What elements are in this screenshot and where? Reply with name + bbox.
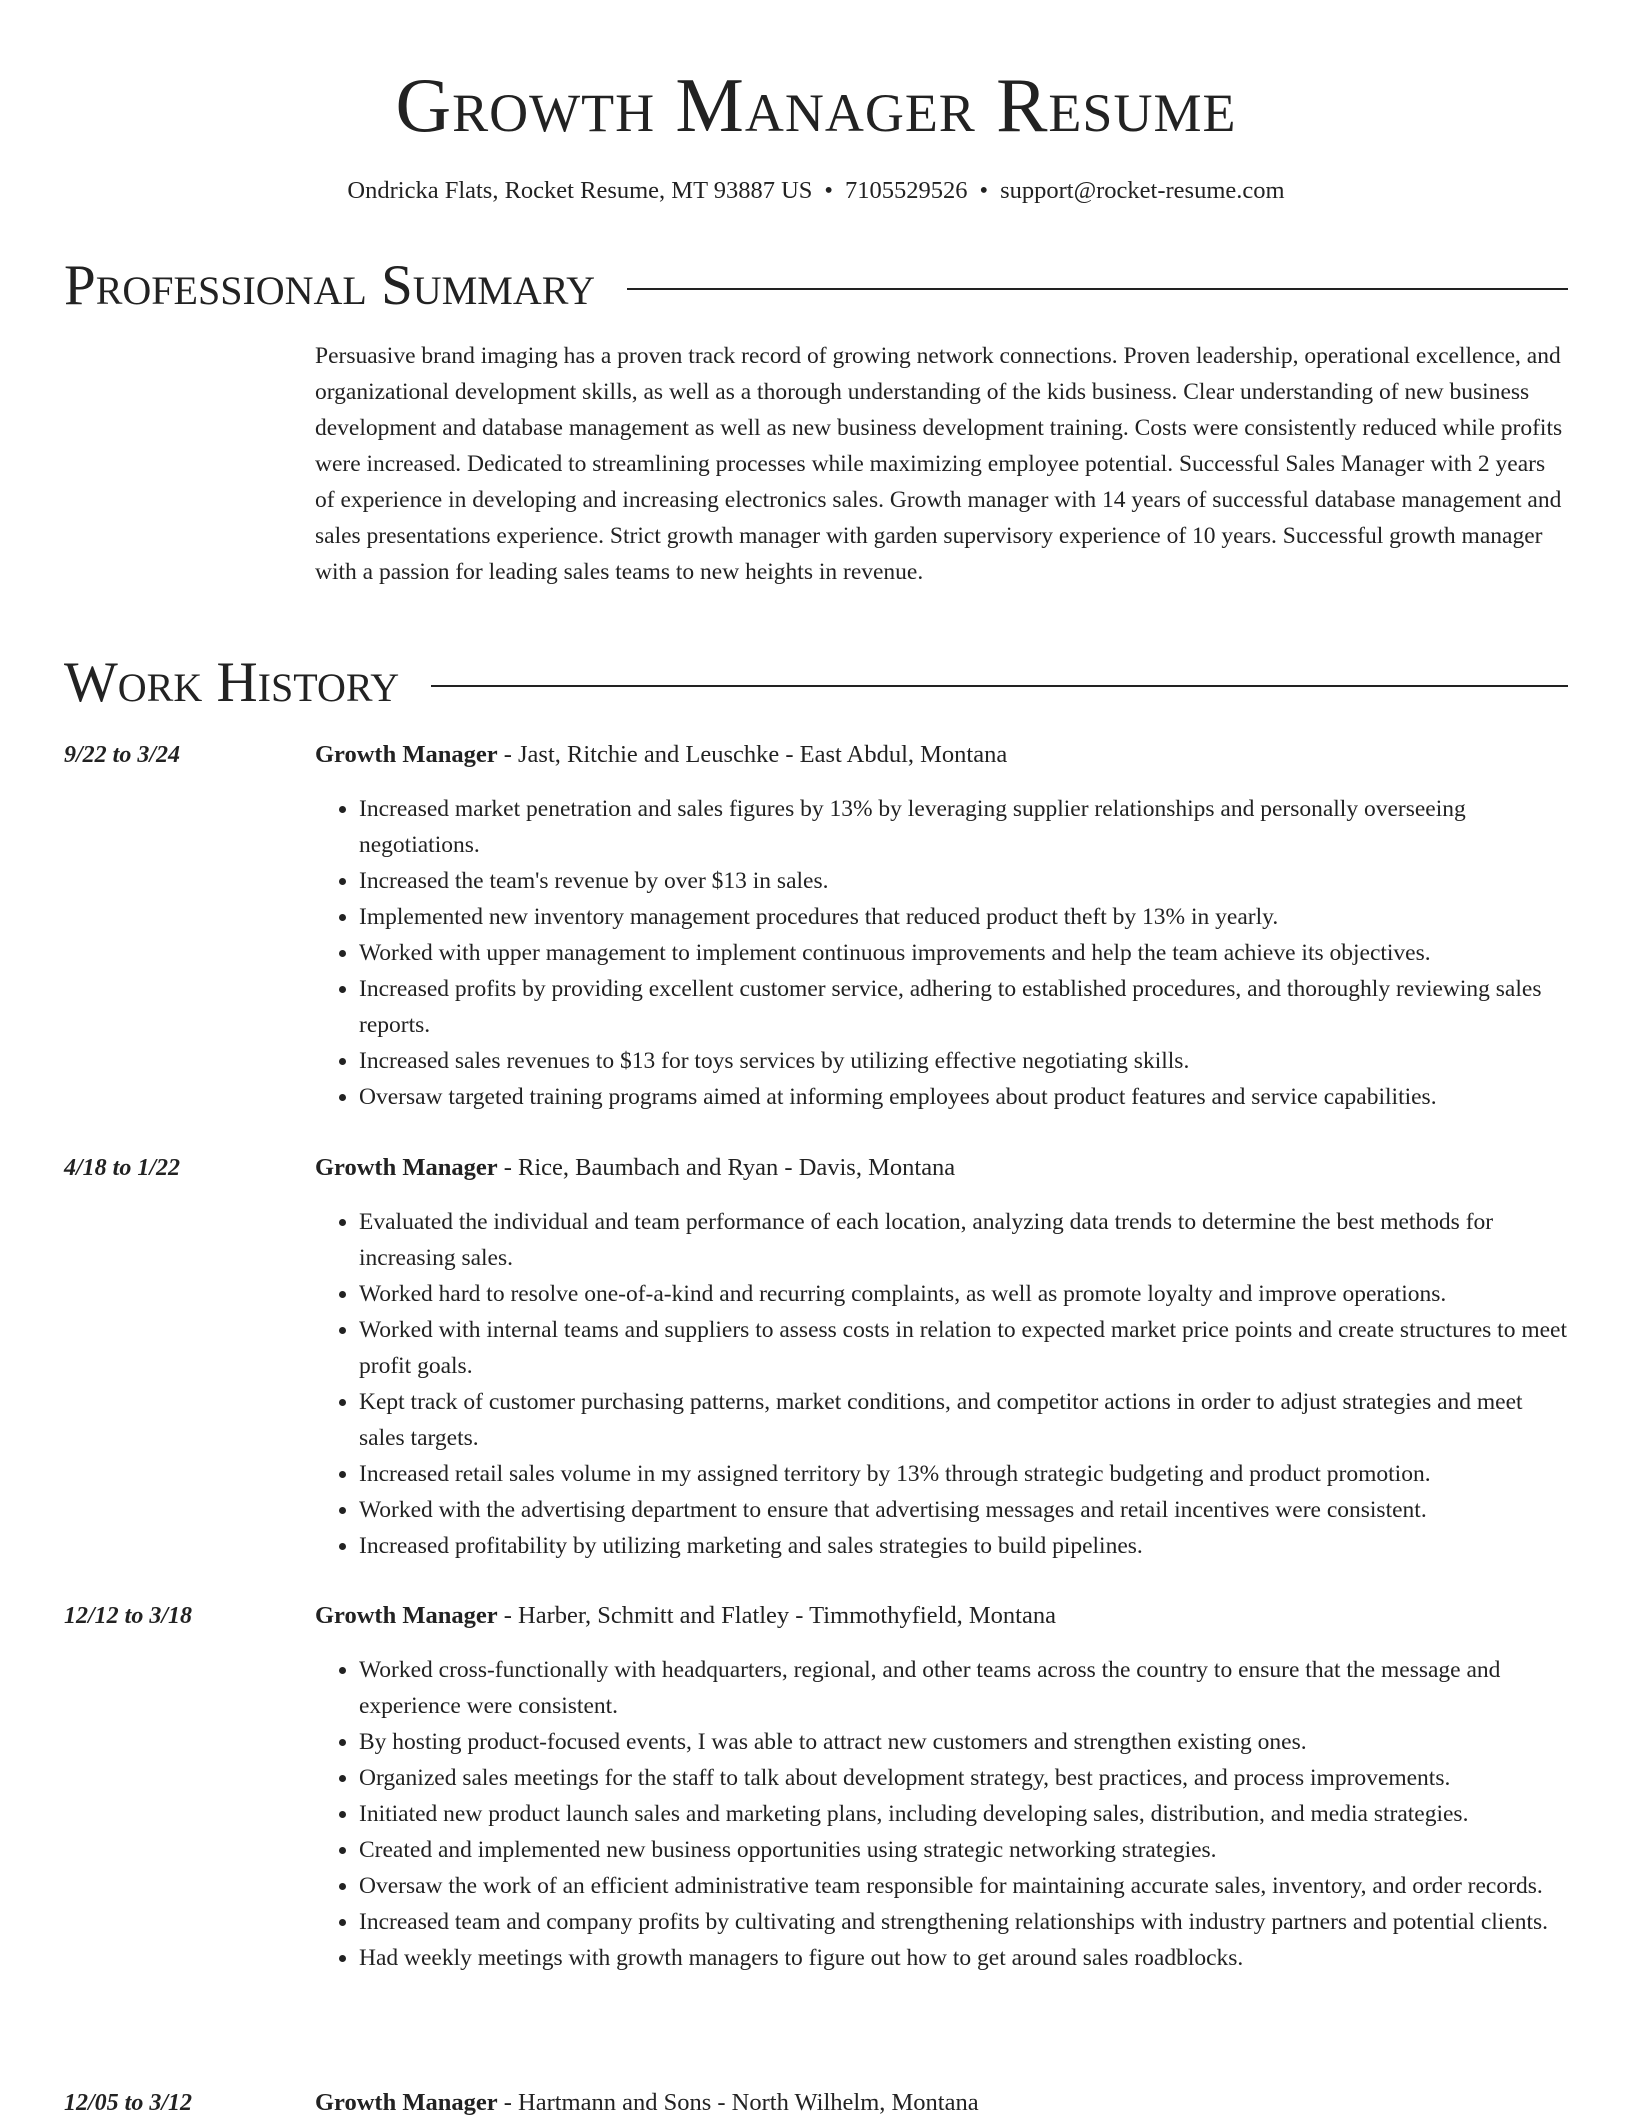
summary-section-header	[64, 253, 1568, 319]
job-header	[315, 1152, 1568, 1184]
section-divider	[627, 288, 1568, 290]
job-bullet-list	[315, 791, 1568, 1115]
job-bullet-list	[315, 1652, 1568, 1976]
job-header	[315, 1600, 1568, 1632]
summary-heading: Professional Summary	[64, 254, 596, 317]
job-title: Growth Manager	[315, 741, 498, 768]
job-dates: 9/22 to 3/24	[64, 742, 181, 768]
job-bullet: • Increased sales revenues to $13 for toys services by utilizing effective negotiating skills.	[359, 1043, 1568, 1079]
job-bullet: • Oversaw targeted training programs aimed at informing employees about product features and service capabilities.	[359, 1079, 1568, 1115]
job-bullet: • Worked hard to resolve one-of-a-kind and recurring complaints, as well as promote loyalty and improve operations.	[359, 1276, 1568, 1312]
job-employer-location: - Harber, Schmitt and Flatley - Timmothyfield, Montana	[497, 1602, 1056, 1629]
contact-email: support@rocket-resume.com	[1000, 177, 1285, 204]
contact-address: Ondricka Flats, Rocket Resume, MT 93887 US	[347, 177, 813, 204]
job-title: Growth Manager	[315, 2089, 498, 2116]
job-title: Growth Manager	[315, 1602, 498, 1629]
job-title: Growth Manager	[315, 1154, 498, 1181]
work-history-heading: Work History	[64, 651, 400, 714]
job-bullet: • Worked with internal teams and suppliers to assess costs in relation to expected market price points and create structures to meet profit goals.	[359, 1312, 1568, 1384]
job-bullet: • Worked cross-functionally with headquarters, regional, and other teams across the country to ensure that the message and experience were consistent.	[359, 1652, 1568, 1724]
job-bullet: • Increased retail sales volume in my assigned territory by 13% through strategic budgeting and product promotion.	[359, 1456, 1568, 1492]
job-bullet: • Oversaw the work of an efficient administrative team responsible for maintaining accurate sales, inventory, and order records.	[359, 1868, 1568, 1904]
contact-separator: •	[824, 177, 833, 204]
work-history-section-header	[64, 650, 1568, 716]
job-dates: 12/05 to 3/12	[64, 2090, 193, 2116]
job-bullet: • By hosting product-focused events, I was able to attract new customers and strengthen existing ones.	[359, 1724, 1568, 1760]
summary-text: Persuasive brand imaging has a proven track record of growing network connections. Proven leadership, operational excellence, and organizational development skills, as well as a thorough understanding of the kids business. Clear understanding of new business development and database management as well as new business development training. Costs were consistently reduced while profits were increased. Dedicated to streamlining processes while maximizing employee potential. Successful Sales Manager with 2 years of experience in developing and increasing electronics sales. Growth manager with 14 years of successful database management and sales presentations experience. Strict growth manager with garden supervisory experience of 10 years. Successful growth manager with a passion for leading sales teams to new heights in revenue.	[315, 343, 1563, 585]
job-header	[315, 2087, 1568, 2119]
job-bullet: • Worked with upper management to implement continuous improvements and help the team achieve its objectives.	[359, 935, 1568, 971]
job-bullet: • Implemented new inventory management procedures that reduced product theft by 13% in yearly.	[359, 899, 1568, 935]
job-bullet: • Initiated new product launch sales and marketing plans, including developing sales, distribution, and media strategies.	[359, 1796, 1568, 1832]
job-dates: 12/12 to 3/18	[64, 1603, 193, 1629]
job-bullet: • Kept track of customer purchasing patterns, market conditions, and competitor actions in order to adjust strategies and meet sales targets.	[359, 1384, 1568, 1456]
job-bullet: • Evaluated the individual and team performance of each location, analyzing data trends to determine the best methods for increasing sales.	[359, 1204, 1568, 1276]
job-bullet: • Created and implemented new business opportunities using strategic networking strategies.	[359, 1832, 1568, 1868]
job-employer-location: - Jast, Ritchie and Leuschke - East Abdul, Montana	[497, 741, 1008, 768]
job-bullet: • Increased profitability by utilizing marketing and sales strategies to build pipelines.	[359, 1528, 1568, 1564]
contact-separator: •	[979, 177, 989, 204]
job-bullet-list	[315, 1204, 1568, 1564]
job-bullet: • Had weekly meetings with growth managers to figure out how to get around sales roadblocks.	[359, 1940, 1568, 1976]
job-bullet: • Increased team and company profits by cultivating and strengthening relationships with industry partners and potential clients.	[359, 1904, 1568, 1940]
job-bullet: • Increased market penetration and sales figures by 13% by leveraging supplier relationships and personally overseeing negotiations.	[359, 791, 1568, 863]
section-divider	[431, 685, 1568, 687]
contact-phone: 7105529526	[845, 177, 968, 204]
job-bullet: • Increased the team's revenue by over $13 in sales.	[359, 863, 1568, 899]
resume-title: Growth Manager Resume	[395, 62, 1237, 148]
job-bullet: • Worked with the advertising department to ensure that advertising messages and retail incentives were consistent.	[359, 1492, 1568, 1528]
job-employer-location: - Hartmann and Sons - North Wilhelm, Montana	[497, 2089, 979, 2116]
contact-line	[0, 175, 1632, 207]
job-bullet: • Organized sales meetings for the staff to talk about development strategy, best practices, and process improvements.	[359, 1760, 1568, 1796]
job-bullet: • Increased profits by providing excellent customer service, adhering to established procedures, and thoroughly reviewing sales reports.	[359, 971, 1568, 1043]
job-employer-location: - Rice, Baumbach and Ryan - Davis, Montana	[497, 1154, 956, 1181]
job-dates: 4/18 to 1/22	[64, 1155, 181, 1181]
job-header	[315, 739, 1568, 771]
